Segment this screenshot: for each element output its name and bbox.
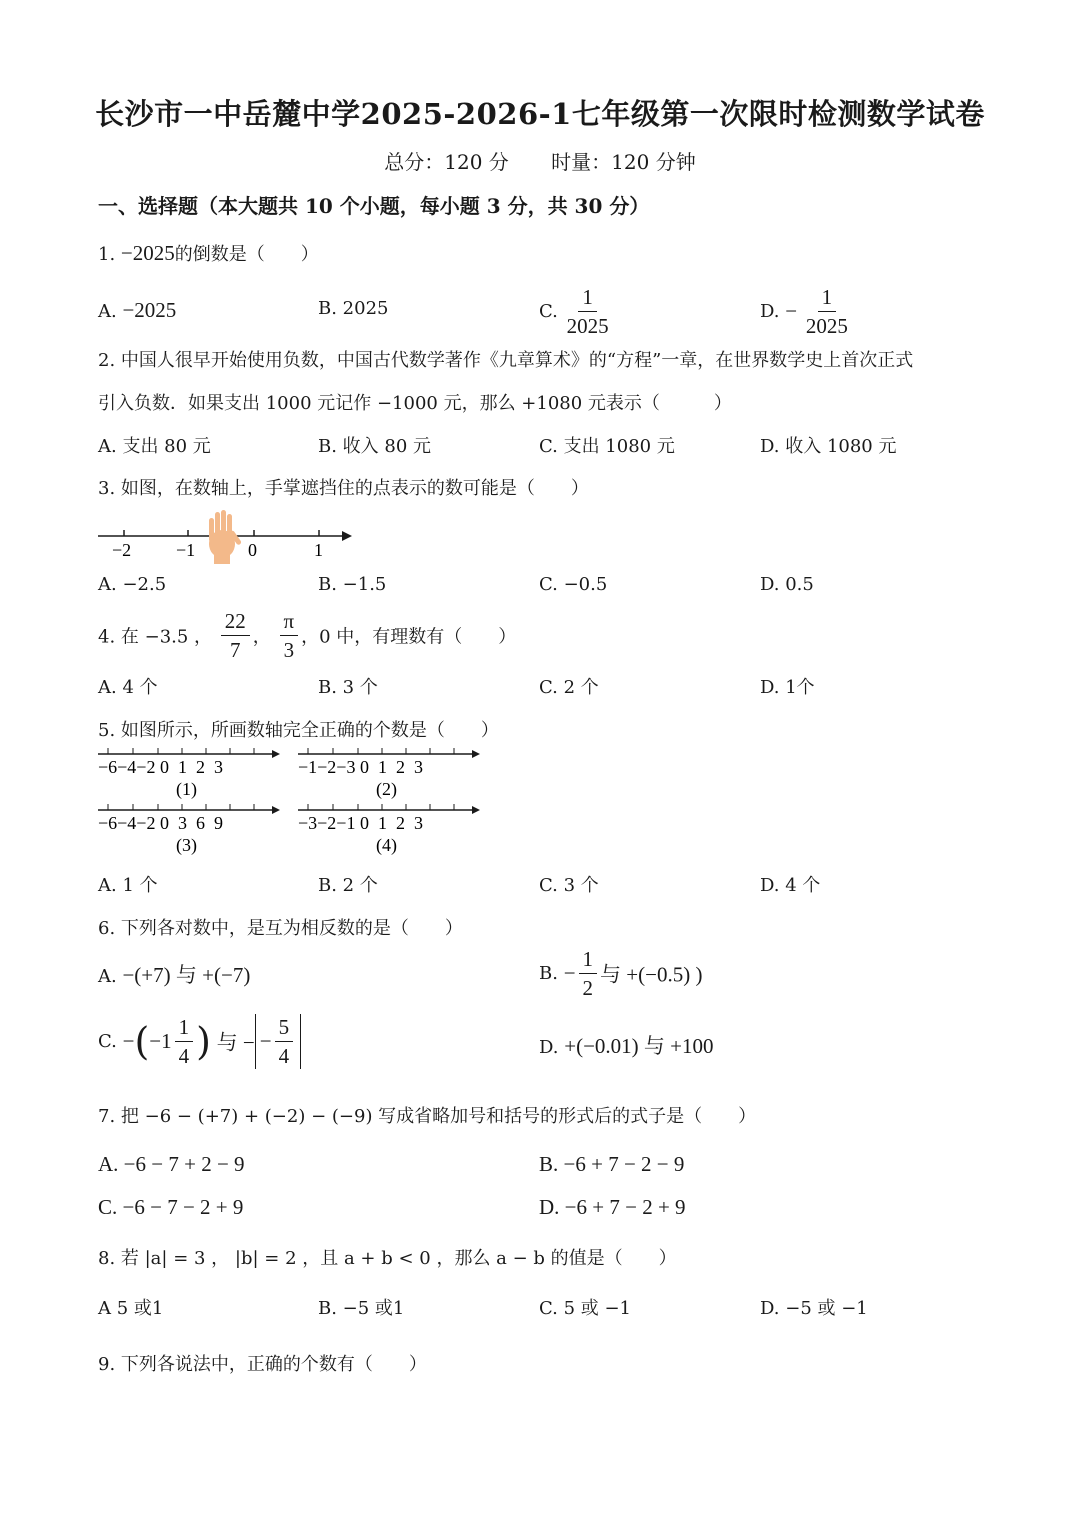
q7-option-b[interactable]: B. −6 + 7 − 2 − 9	[539, 1152, 685, 1176]
tick-label: −2	[112, 540, 132, 560]
number-line-figure	[96, 508, 356, 564]
q4-option-d[interactable]: D. 1个	[760, 677, 815, 698]
question-4: 4. 在 −3.5 ， $\frac{22}{7}$ ， $\frac{\pi}{3}$ ，0 中，有理数有（ ）	[98, 609, 517, 662]
svg-text:(2): (2)	[376, 779, 397, 799]
svg-text:−6−4−2 0 3 6 9: −6−4−2 0 3 6 9	[98, 813, 223, 833]
q8-option-b[interactable]: B. −5 或1	[318, 1298, 405, 1319]
q4-option-b[interactable]: B. 3 个	[318, 677, 378, 698]
axis-3	[98, 804, 280, 856]
question-9: 9. 下列各说法中，正确的个数有（ ）	[98, 1354, 427, 1375]
question-7: 7. 把 −6 − (+7) + (−2) − (−9) 写成省略加号和括号的形式后的式子是（ ）	[98, 1106, 757, 1127]
section-heading: 一、选择题（本大题共 10 个小题，每小题 3 分，共 30 分）	[98, 194, 650, 218]
question-8: 8. 若 |a| = 3 ， |b| = 2 ，且 a + b < 0 ，那么 a − b 的值是（ ）	[98, 1248, 677, 1269]
q3-option-b[interactable]: B. −1.5	[318, 574, 387, 595]
tick-label: 0	[248, 540, 257, 560]
q1-option-d[interactable]: D. − $\frac{1}{2025}$	[760, 285, 848, 338]
axis-1	[98, 748, 280, 800]
q8-option-d[interactable]: D. −5 或 −1	[760, 1298, 868, 1319]
svg-text:(3): (3)	[176, 835, 197, 855]
exam-meta	[0, 146, 1080, 175]
q6-option-b[interactable]: B. − $\frac{1}{2}$ 与 +(−0.5) )	[539, 947, 703, 1000]
question-1: 1. −2025的倒数是（ ）	[98, 241, 319, 265]
q7-option-d[interactable]: D. −6 + 7 − 2 + 9	[539, 1195, 686, 1219]
question-3: 3. 如图，在数轴上，手掌遮挡住的点表示的数可能是（ ）	[98, 478, 589, 499]
q8-option-a[interactable]: A 5 或1	[98, 1298, 164, 1319]
question-2-line-1: 2. 中国人很早开始使用负数，中国古代数学著作《九章算术》的“方程”一章，在世界数学史上首次正式	[98, 350, 914, 371]
axis-2	[298, 748, 480, 800]
tick-label: −1	[176, 540, 196, 560]
svg-text:(1): (1)	[176, 779, 197, 799]
exam-title: 长沙市一中岳麓中学2025-2026-1七年级第一次限时检测数学试卷	[95, 97, 985, 131]
q2-option-a[interactable]: A. 支出 80 元	[98, 436, 211, 457]
svg-text:(4): (4)	[376, 835, 397, 855]
question-2-line-2: 引入负数．如果支出 1000 元记作 −1000 元，那么 +1080 元表示（ ）	[98, 393, 732, 414]
q5-option-b[interactable]: B. 2 个	[318, 875, 378, 896]
q3-option-a[interactable]: A. −2.5	[98, 574, 167, 595]
q1-option-c[interactable]: C. $\frac{1}{2025}$	[539, 285, 609, 338]
q6-option-c[interactable]: C. −(−1 $\frac{1}{4}$ ) 与 − − $\frac{5}{4}$	[98, 1014, 301, 1069]
q5-option-d[interactable]: D. 4 个	[760, 875, 821, 896]
four-number-lines-figure	[96, 744, 496, 858]
q5-option-c[interactable]: C. 3 个	[539, 875, 599, 896]
q2-option-d[interactable]: D. 收入 1080 元	[760, 436, 897, 457]
q2-option-c[interactable]: C. 支出 1080 元	[539, 436, 675, 457]
q7-option-a[interactable]: A. −6 − 7 + 2 − 9	[98, 1152, 245, 1176]
question-6: 6. 下列各对数中，是互为相反数的是（ ）	[98, 918, 463, 939]
time-limit: 时量：120 分钟	[551, 150, 696, 174]
q6-option-d[interactable]: D. +(−0.01) 与 +100	[539, 1034, 714, 1058]
q4-option-a[interactable]: A. 4 个	[98, 677, 158, 698]
q5-option-a[interactable]: A. 1 个	[98, 875, 158, 896]
q8-option-c[interactable]: C. 5 或 −1	[539, 1298, 632, 1319]
svg-text:−3−2−1 0 1 2 3: −3−2−1 0 1 2 3	[298, 813, 423, 833]
q6-option-a[interactable]: A. −(+7) 与 +(−7)	[98, 963, 251, 987]
svg-text:−1−2−3 0 1 2 3: −1−2−3 0 1 2 3	[298, 757, 423, 777]
axis-4	[298, 804, 480, 856]
q1-option-b[interactable]: B. 2025	[318, 298, 389, 319]
q3-option-c[interactable]: C. −0.5	[539, 574, 608, 595]
hand-icon	[209, 510, 242, 564]
q3-option-d[interactable]: D. 0.5	[760, 574, 814, 595]
q4-option-c[interactable]: C. 2 个	[539, 677, 599, 698]
q2-option-b[interactable]: B. 收入 80 元	[318, 436, 432, 457]
q1-option-a[interactable]: A. −2025	[98, 298, 177, 322]
total-score: 总分：120 分	[384, 150, 509, 174]
tick-label: 1	[314, 540, 323, 560]
question-5: 5. 如图所示，所画数轴完全正确的个数是（ ）	[98, 720, 499, 741]
q7-option-c[interactable]: C. −6 − 7 − 2 + 9	[98, 1195, 244, 1219]
svg-text:−6−4−2 0 1 2 3: −6−4−2 0 1 2 3	[98, 757, 223, 777]
